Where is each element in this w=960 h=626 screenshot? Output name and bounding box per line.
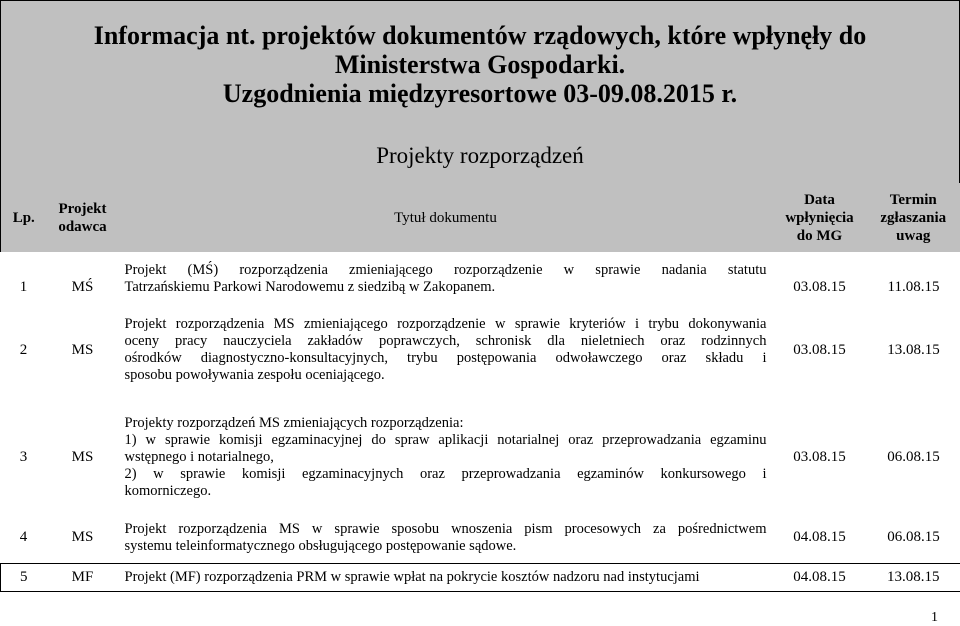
document-header — [0, 0, 960, 130]
cell-tytul — [119, 298, 773, 402]
tytul-line: Projekt rozporządzenia MS w sprawie sposobu wnoszenia pism procesowych za pośrednictwem — [125, 521, 767, 538]
column-header-lp: Lp. — [1, 183, 47, 252]
table-row — [1, 298, 960, 402]
column-header-termin-line-2: zgłaszania — [867, 209, 960, 227]
tytul-line: 2) w sprawie komisji egzaminacyjnych oraz przeprowadzania egzaminów konkursowego i — [125, 466, 767, 483]
cell-lp: 1 — [1, 252, 47, 298]
column-header-termin-line-3: uwag — [867, 227, 960, 245]
tytul-line: Projekt (MF) rozporządzenia PRM w sprawie wpłat na pokrycie kosztów nadzoru nad instytucjami — [125, 569, 767, 586]
column-header-tytul: Tytuł dokumentu — [119, 183, 773, 252]
cell-data-wplyniecia: 04.08.15 — [773, 564, 867, 592]
tytul-line: komorniczego. — [125, 483, 767, 500]
tytul-line: Tatrzańskiemu Parkowi Narodowemu z siedzibą w Zakopanem. — [125, 279, 767, 296]
column-header-projektodawca-line-2: odawca — [47, 218, 119, 236]
tytul-line: 1) w sprawie komisji egzaminacyjnej do spraw aplikacji notarialnej oraz przeprowadzania egzaminu — [125, 432, 767, 449]
page-number: 1 — [931, 610, 938, 626]
tytul-line: oceny pracy nauczyciela zakładów poprawczych, schronisk dla nieletniech oraz rodzinnych — [125, 333, 767, 350]
header-line-3: Uzgodnienia międzyresortowe 03-09.08.2015 r. — [1, 79, 959, 108]
column-header-data-line-1: Data — [773, 191, 867, 209]
cell-data-wplyniecia: 03.08.15 — [773, 402, 867, 512]
cell-termin: 06.08.15 — [867, 512, 960, 564]
cell-lp: 5 — [1, 564, 47, 592]
cell-tytul — [119, 564, 773, 592]
column-header-data-line-2: wpłynięcia — [773, 209, 867, 227]
cell-projektodawca: MŚ — [47, 252, 119, 298]
cell-tytul — [119, 512, 773, 564]
column-header-projektodawca-line-1: Projekt — [47, 200, 119, 218]
cell-lp: 3 — [1, 402, 47, 512]
cell-data-wplyniecia: 03.08.15 — [773, 252, 867, 298]
tytul-line: Projekt (MŚ) rozporządzenia zmieniającego rozporządzenie w sprawie nadania statutu — [125, 262, 767, 279]
tytul-line: Projekt rozporządzenia MS zmieniającego rozporządzenie w sprawie kryteriów i trybu dokonywania — [125, 316, 767, 333]
table-row — [1, 402, 960, 512]
tytul-line: systemu teleinformatycznego obsługującego postępowanie sądowe. — [125, 538, 767, 555]
cell-termin: 13.08.15 — [867, 298, 960, 402]
header-line-1: Informacja nt. projektów dokumentów rządowych, które wpłynęły do — [1, 21, 959, 50]
table-header-row — [1, 183, 960, 252]
cell-projektodawca: MF — [47, 564, 119, 592]
column-header-projektodawca — [47, 183, 119, 252]
column-header-termin-line-1: Termin — [867, 191, 960, 209]
tytul-line: Projekty rozporządzeń MS zmieniających rozporządzenia: — [125, 415, 767, 432]
cell-data-wplyniecia: 03.08.15 — [773, 298, 867, 402]
cell-projektodawca: MS — [47, 298, 119, 402]
cell-data-wplyniecia: 04.08.15 — [773, 512, 867, 564]
cell-projektodawca: MS — [47, 402, 119, 512]
tytul-line: ośrodków diagnostyczno-konsultacyjnych, trybu postępowania odwoławczego oraz składu i — [125, 350, 767, 367]
cell-tytul — [119, 252, 773, 298]
table-row — [1, 252, 960, 298]
cell-lp: 4 — [1, 512, 47, 564]
projects-table — [0, 183, 960, 592]
header-line-2: Ministerstwa Gospodarki. — [1, 50, 959, 79]
cell-projektodawca: MS — [47, 512, 119, 564]
cell-lp: 2 — [1, 298, 47, 402]
section-title: Projekty rozporządzeń — [0, 129, 960, 184]
tytul-line: wstępnego i notarialnego, — [125, 449, 767, 466]
cell-termin: 06.08.15 — [867, 402, 960, 512]
cell-tytul — [119, 402, 773, 512]
column-header-data — [773, 183, 867, 252]
cell-termin: 11.08.15 — [867, 252, 960, 298]
table-row — [1, 564, 960, 592]
column-header-data-line-3: do MG — [773, 227, 867, 245]
cell-termin: 13.08.15 — [867, 564, 960, 592]
column-header-termin — [867, 183, 960, 252]
table-row — [1, 512, 960, 564]
tytul-line: sposobu powoływania zespołu oceniającego. — [125, 367, 767, 384]
